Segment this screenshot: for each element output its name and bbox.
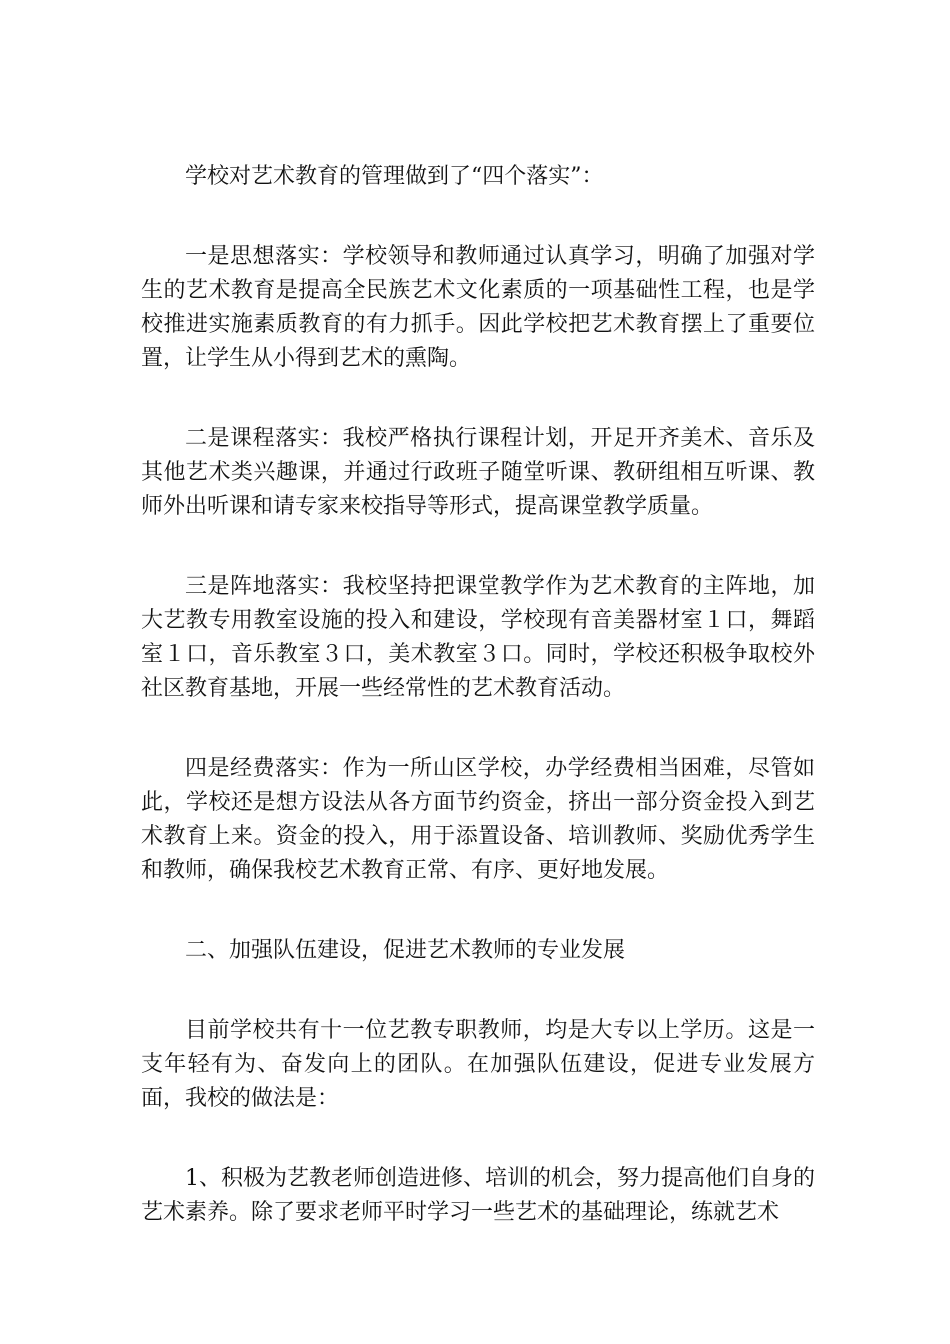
paragraph-thought: 一是思想落实：学校领导和教师通过认真学习，明确了加强对学生的艺术教育是提高全民族艺术文化素质的一项基础性工程，也是学校推进实施素质教育的有力抓手。因此学校把艺术教育摆上了重要位置，让学生从小得到艺术的熏陶。 bbox=[141, 244, 815, 371]
paragraph-gap bbox=[141, 194, 815, 240]
paragraph-venue: 三是阵地落实：我校坚持把课堂教学作为艺术教育的主阵地，加大艺教专用教室设施的投入和建设，学校现有音美器材室１口，舞蹈室１口，音乐教室３口，美术教室３口。同时，学校还积极争取校外社区教育基地，开展一些经常性的艺术教育活动。 bbox=[141, 574, 815, 701]
paragraph-gap bbox=[141, 968, 815, 1014]
paragraph-intro: 学校对艺术教育的管理做到了“四个落实”： bbox=[185, 164, 604, 189]
paragraph-funding: 四是经费落实：作为一所山区学校，办学经费相当困难，尽管如此，学校还是想方设法从各方面节约资金，挤出一部分资金投入到艺术教育上来。资金的投入，用于添置设备、培训教师、奖励优秀学生和教师，确保我校艺术教育正常、有序、更好地发展。 bbox=[141, 756, 815, 883]
paragraph-curriculum: 二是课程落实：我校严格执行课程计划，开足开齐美术、音乐及其他艺术类兴趣课，并通过行政班子随堂听课、教研组相互听课、教师外出听课和请专家来校指导等形式，提高课堂教学质量。 bbox=[141, 426, 815, 519]
paragraph-team: 目前学校共有十一位艺教专职教师，均是大专以上学历。这是一支年轻有为、奋发向上的团队。在加强队伍建设，促进专业发展方面，我校的做法是： bbox=[141, 1018, 815, 1111]
paragraph-gap bbox=[141, 1116, 815, 1162]
paragraph-gap bbox=[141, 888, 815, 934]
paragraph-gap bbox=[141, 376, 815, 422]
paragraph-gap bbox=[141, 524, 815, 570]
paragraph-training: 1、积极为艺教老师创造进修、培训的机会，努力提高他们自身的艺术素养。除了要求老师平时学习一些艺术的基础理论，练就艺术 bbox=[141, 1166, 815, 1225]
paragraph-gap bbox=[141, 706, 815, 752]
section-heading: 二、加强队伍建设，促进艺术教师的专业发展 bbox=[185, 938, 626, 963]
document-body bbox=[141, 160, 815, 1230]
